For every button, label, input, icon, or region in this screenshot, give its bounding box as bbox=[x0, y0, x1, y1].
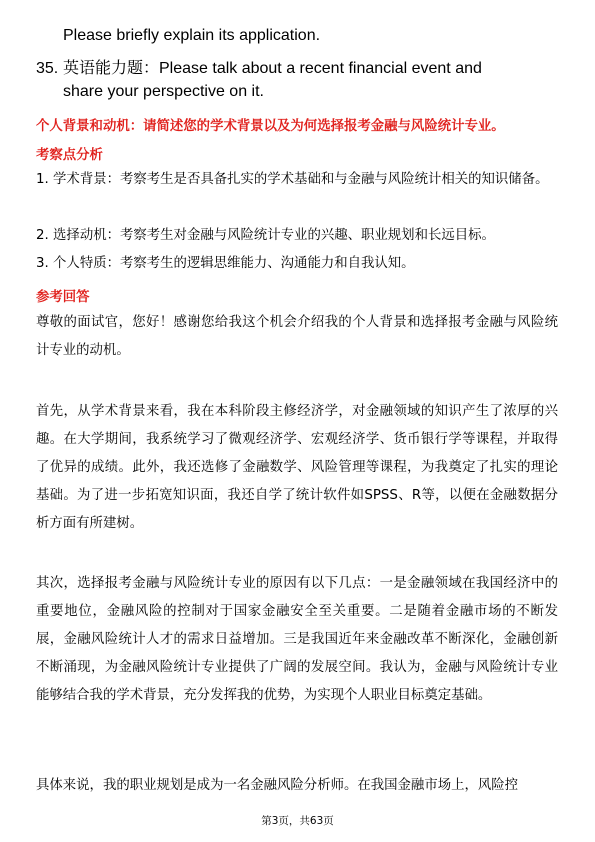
page-footer: 第3页，共63页 bbox=[261, 815, 334, 827]
answer-heading: 参考回答 bbox=[36, 290, 90, 305]
answer-paragraph-3: 其次，选择报考金融与风险统计专业的原因有以下几点：一是金融领域在我国经济中的重要地位，金融风险的控制对于国家金融安全至关重要。二是随着金融市场的不断发展，金融风险统计人才的需求日益增加。三是我国近年来金融改革不断深化，金融创新不断涌现，为金融风险统计专业提供了广阔的发展空间。我认为，金融与风险统计专业能够结合我的学术背景，充分发挥我的优势，为实现个人职业目标奠定基础。 bbox=[36, 576, 558, 703]
question-line-1: 英语能力题：Please talk about a recent financial event and bbox=[63, 60, 482, 77]
interview-question-title: 个人背景和动机：请简述您的学术背景以及为何选择报考金融与风险统计专业。 bbox=[36, 119, 505, 134]
analysis-heading: 考察点分析 bbox=[36, 148, 103, 163]
answer-paragraph-2: 首先，从学术背景来看，我在本科阶段主修经济学，对金融领域的知识产生了浓厚的兴趣。在大学期间，我系统学习了微观经济学、宏观经济学、货币银行学等课程，并取得了优异的成绩。此外，我还选修了金融数学、风险管理等课程，为我奠定了扎实的理论基础。为了进一步拓宽知识面，我还自学了统计软件如SPSS、R等，以便在金融数据分析方面有所建树。 bbox=[36, 404, 558, 531]
answer-paragraph-4: 具体来说，我的职业规划是成为一名金融风险分析师。在我国金融市场上，风险控 bbox=[36, 778, 519, 793]
answer-paragraph-1: 尊敬的面试官，您好！感谢您给我这个机会介绍我的个人背景和选择报考金融与风险统计专业的动机。 bbox=[36, 315, 558, 358]
analysis-item-2: 2. 选择动机：考察考生对金融与风险统计专业的兴趣、职业规划和长远目标。 bbox=[36, 228, 495, 243]
previous-question-tail: Please briefly explain its application. bbox=[63, 27, 321, 44]
analysis-item-1: 1. 学术背景：考察考生是否具备扎实的学术基础和与金融与风险统计相关的知识储备。 bbox=[36, 172, 549, 187]
question-line-2: share your perspective on it. bbox=[63, 83, 264, 100]
analysis-item-3: 3. 个人特质：考察考生的逻辑思维能力、沟通能力和自我认知。 bbox=[36, 256, 415, 271]
question-number: 35. bbox=[36, 60, 59, 77]
question-35 bbox=[36, 57, 536, 103]
